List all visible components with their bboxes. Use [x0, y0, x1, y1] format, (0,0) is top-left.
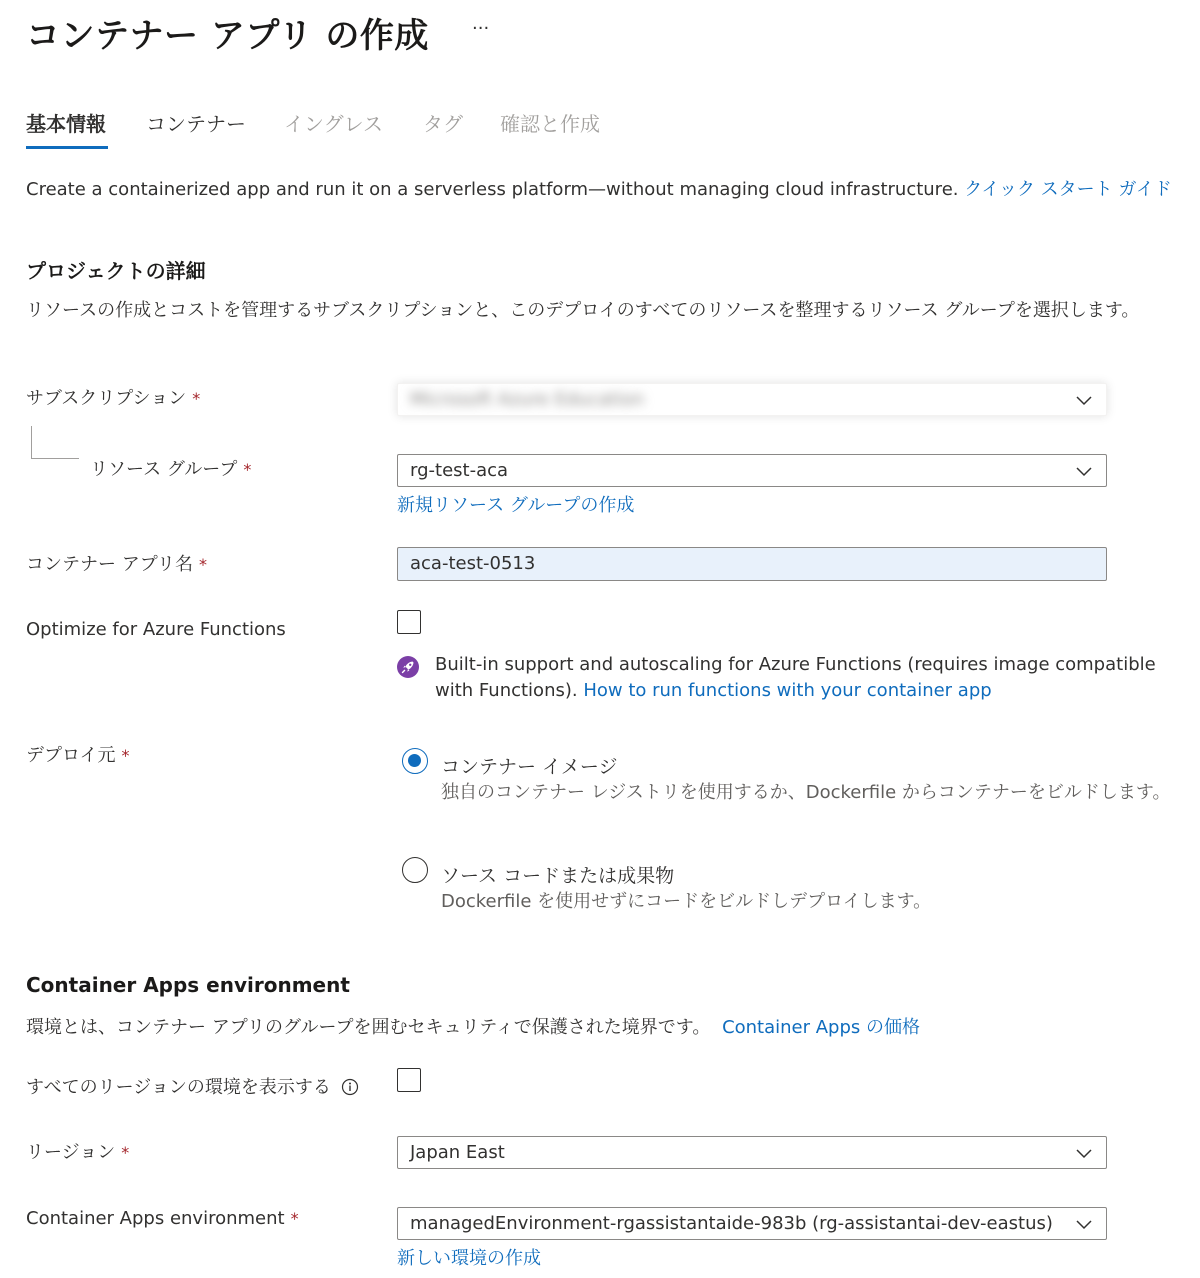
region-label-text: リージョン — [26, 1142, 116, 1163]
app-name-value: aca-test-0513 — [410, 553, 536, 574]
app-name-label-text: コンテナー アプリ名 — [26, 554, 194, 575]
functions-help-link[interactable]: How to run functions with your container app — [583, 680, 992, 701]
chevron-down-icon — [1074, 1143, 1094, 1163]
deploy-source-label-text: デプロイ元 — [26, 745, 116, 766]
region-label — [26, 1138, 129, 1164]
subscription-value: Microsoft Azure Education — [410, 389, 645, 410]
subscription-label — [26, 384, 200, 410]
chevron-down-icon — [1074, 390, 1094, 410]
tree-connector-vertical — [31, 426, 32, 458]
intro-text: Create a containerized app and run it on a serverless platform—without managing cloud infrastructure. — [26, 179, 959, 200]
tab-review-create[interactable]: 確認と作成 — [500, 112, 600, 136]
environment-description-text: 環境とは、コンテナー アプリのグループを囲むセキュリティで保護された境界です。 — [26, 1017, 711, 1038]
deploy-option-source-code-radio[interactable] — [402, 857, 428, 883]
deploy-source-label — [26, 741, 129, 767]
create-environment-link[interactable]: 新しい環境の作成 — [397, 1248, 541, 1269]
create-resource-group-link[interactable]: 新規リソース グループの作成 — [397, 495, 635, 516]
show-all-regions-checkbox[interactable] — [397, 1068, 421, 1092]
optimize-functions-label: Optimize for Azure Functions — [26, 619, 286, 640]
resource-group-dropdown[interactable] — [397, 454, 1107, 487]
app-name-input[interactable] — [397, 547, 1107, 581]
project-details-description: リソースの作成とコストを管理するサブスクリプションと、このデプロイのすべてのリソースを整理するリソース グループを選択します。 — [26, 300, 1140, 321]
required-mark: * — [243, 460, 252, 479]
info-icon[interactable] — [341, 1078, 359, 1096]
functions-note — [435, 652, 1175, 704]
required-mark: * — [192, 389, 201, 408]
show-all-regions-label-text: すべてのリージョンの環境を表示する — [26, 1077, 331, 1098]
app-name-label — [26, 550, 207, 576]
tab-container[interactable]: コンテナー — [146, 112, 246, 136]
chevron-down-icon — [1074, 461, 1094, 481]
deploy-option-source-code-description: Dockerfile を使用せずにコードをビルドしデプロイします。 — [441, 891, 932, 912]
pricing-link[interactable]: Container Apps の価格 — [722, 1017, 921, 1038]
required-mark: * — [121, 1143, 130, 1162]
resource-group-label — [90, 455, 251, 481]
chevron-down-icon — [1074, 1214, 1094, 1234]
tab-basics[interactable]: 基本情報 — [26, 112, 106, 136]
tab-tags[interactable]: タグ — [423, 112, 463, 136]
environment-description — [26, 1014, 920, 1042]
environment-label-text: Container Apps environment — [26, 1208, 285, 1229]
tree-connector-horizontal — [31, 458, 79, 459]
show-all-regions-label — [26, 1073, 359, 1099]
quickstart-link[interactable]: クイック スタート ガイド — [964, 179, 1172, 200]
required-mark: * — [121, 746, 130, 765]
rocket-icon — [396, 655, 420, 679]
environment-value: managedEnvironment-rgassistantaide-983b (rg-assistantai-dev-eastus) — [410, 1213, 1053, 1234]
environment-dropdown[interactable] — [397, 1207, 1107, 1240]
page-title: コンテナー アプリ の作成 — [26, 16, 429, 56]
deploy-option-container-image-description: 独自のコンテナー レジストリを使用するか、Dockerfile からコンテナーをビルドします。 — [441, 782, 1171, 803]
deploy-option-container-image-label[interactable]: コンテナー イメージ — [441, 756, 618, 778]
region-value: Japan East — [410, 1142, 505, 1163]
more-options-button[interactable]: ··· — [472, 18, 490, 39]
subscription-label-text: サブスクリプション — [26, 388, 187, 409]
environment-heading: Container Apps environment — [26, 973, 350, 997]
resource-group-value: rg-test-aca — [410, 460, 509, 481]
subscription-dropdown[interactable] — [397, 383, 1107, 416]
project-details-heading: プロジェクトの詳細 — [26, 259, 206, 283]
resource-group-label-text: リソース グループ — [90, 459, 238, 480]
functions-note-text: Built-in support and autoscaling for Azure Functions (requires image compatible with Functions). — [435, 654, 1156, 701]
required-mark: * — [199, 555, 208, 574]
required-mark: * — [290, 1209, 299, 1228]
deploy-option-source-code-label[interactable]: ソース コードまたは成果物 — [441, 865, 675, 887]
environment-label — [26, 1208, 299, 1229]
optimize-functions-checkbox[interactable] — [397, 610, 421, 634]
active-tab-indicator — [26, 146, 108, 149]
deploy-option-container-image-radio[interactable] — [402, 748, 428, 774]
region-dropdown[interactable] — [397, 1136, 1107, 1169]
intro-description — [26, 175, 1172, 201]
tab-ingress[interactable]: イングレス — [284, 112, 383, 136]
